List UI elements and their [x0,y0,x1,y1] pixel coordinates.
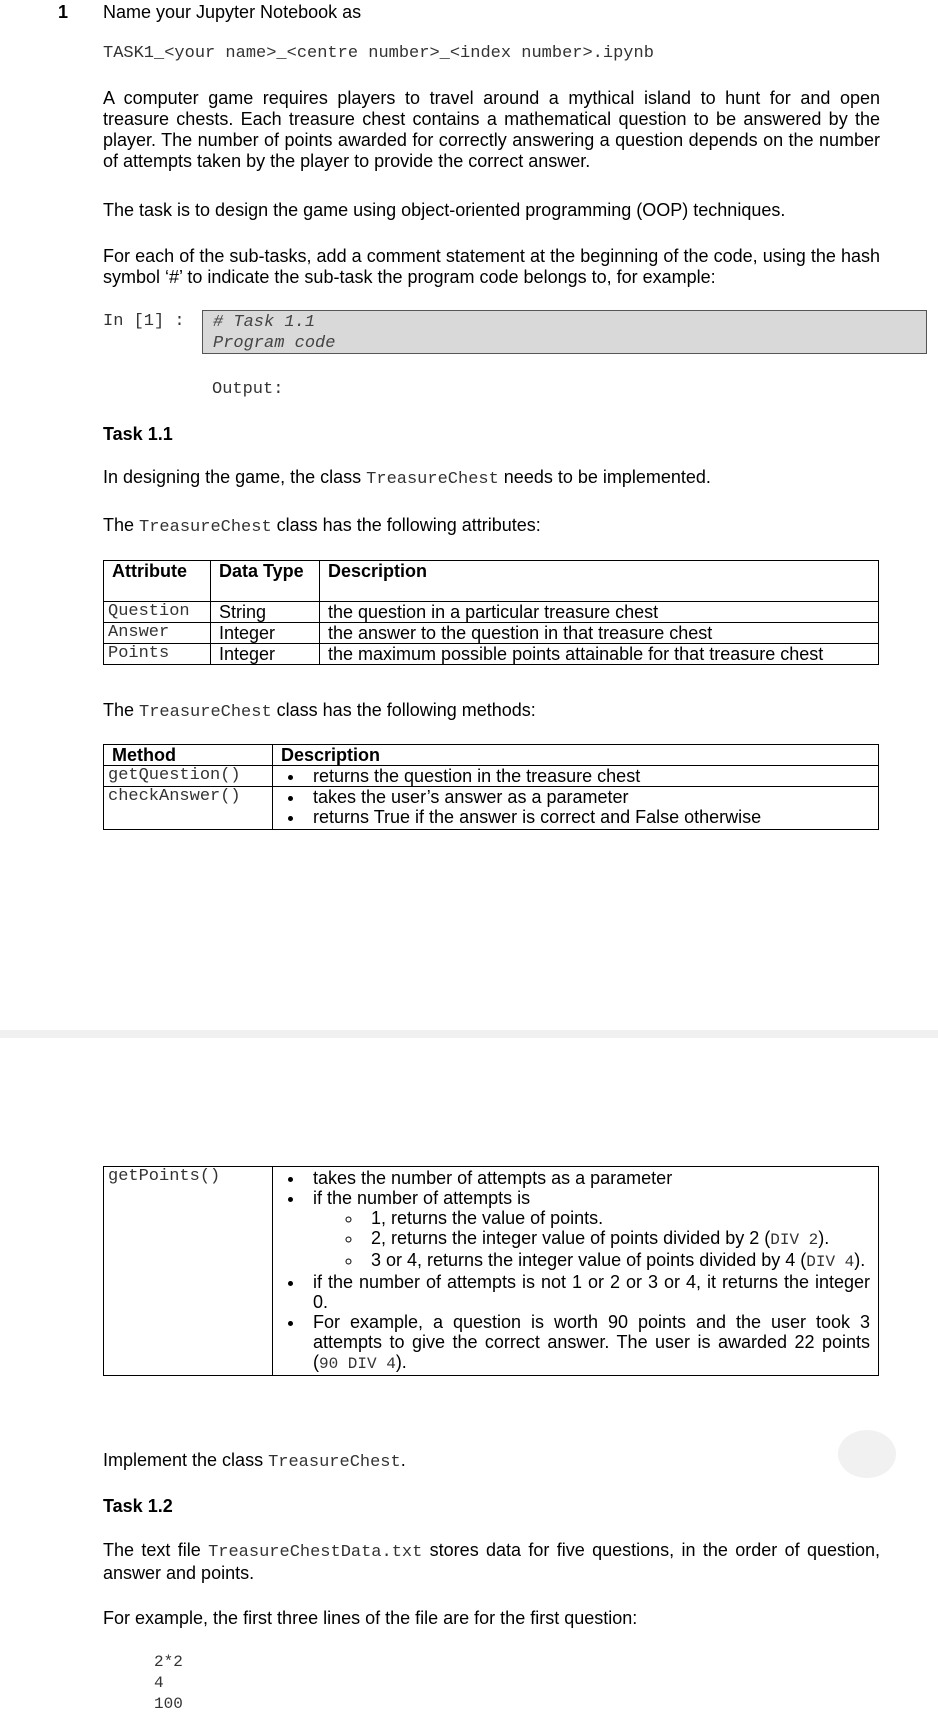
getpoints-bullet: • takes the number of attempts as a parameter [305,1168,870,1188]
implement-instruction: Implement the class TreasureChest. [103,1450,406,1472]
task-1-1-sentence: In designing the game, the class TreasureChest needs to be implemented. [103,467,711,489]
attribute-type: Integer [211,644,320,665]
methods-header-description: Description [273,745,879,766]
intro-line: Name your Jupyter Notebook as [103,2,362,22]
attributes-header-description: Description [320,561,879,602]
filename-format: TASK1_<your name>_<centre number>_<index number>.ipynb [103,44,654,63]
decorative-blot [838,1430,896,1478]
method-name: checkAnswer() [104,787,273,830]
method-description-bullet: • returns True if the answer is correct and False otherwise [305,807,870,827]
method-description-bullet: • takes the user’s answer as a parameter [305,787,870,807]
table-row [104,766,879,787]
methods-table [103,744,879,830]
task-1-2-example: For example, the first three lines of the file are for the first question: [103,1608,638,1628]
attributes-intro: The TreasureChest class has the following attributes: [103,515,541,537]
code-cell [202,310,927,354]
attributes-header-attribute: Attribute [104,561,211,602]
attribute-description: the answer to the question in that treasure chest [320,623,879,644]
attributes-header-type: Data Type [211,561,320,602]
getpoints-subbullet: ◦ 1, returns the value of points. [363,1208,870,1228]
code-cell-line-2: Program code [213,334,336,353]
table-row [104,623,879,644]
methods-intro: The TreasureChest class has the following methods: [103,700,536,722]
attribute-name: Question [104,602,211,623]
getpoints-bullet: • For example, a question is worth 90 points and the user took 3 attempts to give the correct answer. The user is awarded 22 points (90 DIV 4). [305,1312,870,1374]
task-1-2-heading: Task 1.2 [103,1496,173,1516]
getpoints-bullet: • if the number of attempts is not 1 or 2 or 3 or 4, it returns the integer 0. [305,1272,870,1312]
attribute-type: Integer [211,623,320,644]
attribute-name: Answer [104,623,211,644]
file-line: 4 [154,1674,164,1692]
cell-output-label: Output: [212,380,284,399]
attributes-table [103,560,879,665]
attribute-description: the maximum possible points attainable for that treasure chest [320,644,879,665]
cell-prompt: In [1] : [103,312,185,331]
question-number: 1 [58,2,69,22]
paragraph-game-description: A computer game requires players to travel around a mythical island to hunt for and open treasure chests. Each treasure chest contains a mathematical question to be answered by the player. The number of points awarded for correctly answering a question depends on the number of attempts taken by the player to provide the correct answer. [103,88,880,171]
methods-header-method: Method [104,745,273,766]
attribute-name: Points [104,644,211,665]
task-1-2-description: The text file TreasureChestData.txt stores data for five questions, in the order of question, answer and points. [103,1540,881,1583]
paragraph-task-design: The task is to design the game using object-oriented programming (OOP) techniques. [103,200,786,220]
attribute-type: String [211,602,320,623]
getpoints-bullet: • if the number of attempts is ◦ 1, returns the value of points. ◦ 2, returns the integer value of points divided by 2 (DIV 2). ◦ 3 or 4, returns the integer value of points divided by 4 (DIV 4). [305,1188,870,1272]
file-line: 100 [154,1695,183,1713]
getpoints-subbullet: ◦ 2, returns the integer value of points divided by 2 (DIV 2). [363,1228,870,1250]
page-break [0,1030,938,1038]
table-row [104,644,879,665]
task-1-1-heading: Task 1.1 [103,424,173,444]
table-row [104,787,879,830]
method-name: getPoints() [104,1167,273,1376]
file-example-lines [154,1652,183,1715]
getpoints-subbullet: ◦ 3 or 4, returns the integer value of points divided by 4 (DIV 4). [363,1250,870,1272]
method-name: getQuestion() [104,766,273,787]
table-row [104,1167,879,1376]
attribute-description: the question in a particular treasure chest [320,602,879,623]
table-row [104,602,879,623]
file-line: 2*2 [154,1653,183,1671]
code-cell-line-1: # Task 1.1 [213,313,316,332]
method-description-bullet: • returns the question in the treasure chest [305,766,870,786]
getpoints-table [103,1166,879,1376]
paragraph-comment-instructions: For each of the sub-tasks, add a comment statement at the beginning of the code, using the hash symbol ‘#’ to indicate the sub-task the program code belongs to, for example: [103,246,880,287]
